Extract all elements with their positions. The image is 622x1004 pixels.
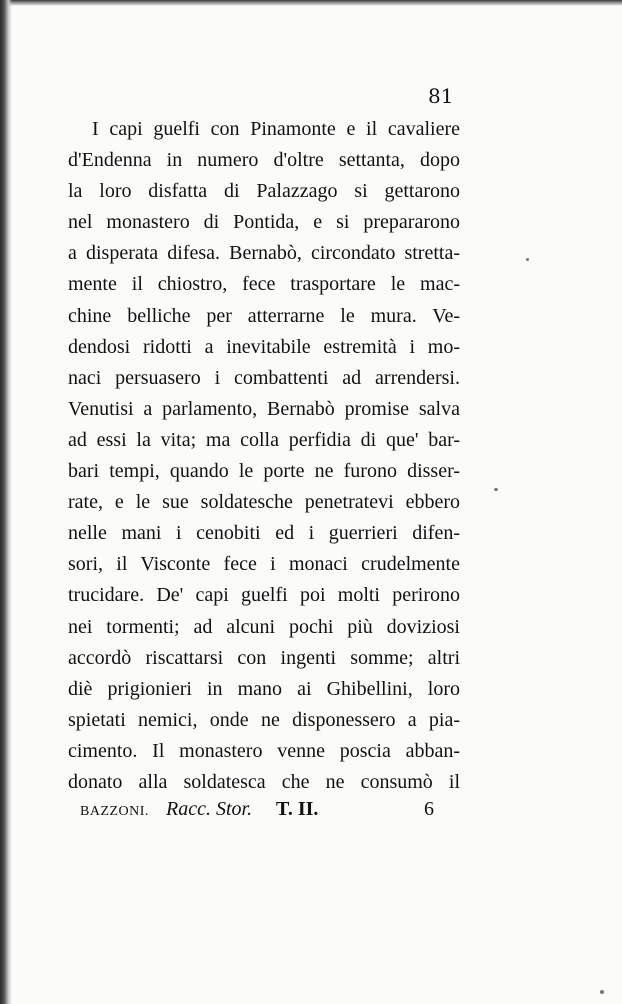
- footer-signature-number: 6: [424, 798, 434, 820]
- text-line: dendosi ridotti a inevitabile estremità i mo-: [68, 335, 460, 358]
- page-number: 81: [428, 84, 454, 108]
- footer-volume: T. II.: [276, 798, 319, 820]
- text-line: I capi guelfi con Pinamonte e il cavaliere: [92, 118, 460, 140]
- text-line: nel monastero di Pontida, e si prepararono: [68, 211, 460, 234]
- text-line: Venutisi a parlamento, Bernabò promise salva: [68, 397, 460, 420]
- text-line: mente il chiostro, fece trasportare le mac-: [68, 273, 460, 296]
- text-line: accordò riscattarsi con ingenti somme; altri: [68, 646, 460, 669]
- paper-speck: [526, 258, 529, 261]
- text-line: naci persuasero i combattenti ad arrendersi.: [68, 366, 460, 389]
- footer-title: Racc. Stor.: [166, 798, 253, 820]
- body-paragraph: [68, 114, 460, 798]
- text-line: rate, e le sue soldatesche penetratevi ebbero: [68, 491, 460, 514]
- text-line: spietati nemici, onde ne disponessero a pia-: [68, 708, 460, 731]
- text-line: donato alla soldatesca che ne consumò il: [68, 770, 460, 793]
- text-line: bari tempi, quando le porte ne furono disser-: [68, 460, 460, 483]
- text-line: cimento. Il monastero venne poscia abban-: [68, 739, 460, 762]
- text-line: la loro disfatta di Palazzago si gettarono: [68, 180, 460, 203]
- page-top-edge-shadow: [0, 0, 622, 6]
- text-line: nei tormenti; ad alcuni pochi più doviziosi: [68, 615, 460, 638]
- signature-line: [80, 796, 438, 828]
- text-line: nelle mani i cenobiti ed i guerrieri difen-: [68, 522, 460, 545]
- text-line: sori, il Visconte fece i monaci crudelmente: [68, 553, 460, 576]
- text-line: ad essi la vita; ma colla perfidia di que' bar-: [68, 428, 460, 451]
- page-binding-shadow: [0, 0, 12, 1004]
- text-line: a disperata difesa. Bernabò, circondato stretta-: [68, 242, 460, 265]
- text-line: chine belliche per atterrarne le mura. Ve-: [68, 304, 460, 327]
- text-line: trucidare. De' capi guelfi poi molti perirono: [68, 584, 460, 607]
- paper-speck: [600, 990, 604, 994]
- paper-speck: [494, 488, 498, 491]
- footer-author: BAZZONI.: [80, 804, 149, 819]
- text-line: diè prigionieri in mano ai Ghibellini, loro: [68, 677, 460, 700]
- text-line: d'Endenna in numero d'oltre settanta, dopo: [68, 149, 460, 172]
